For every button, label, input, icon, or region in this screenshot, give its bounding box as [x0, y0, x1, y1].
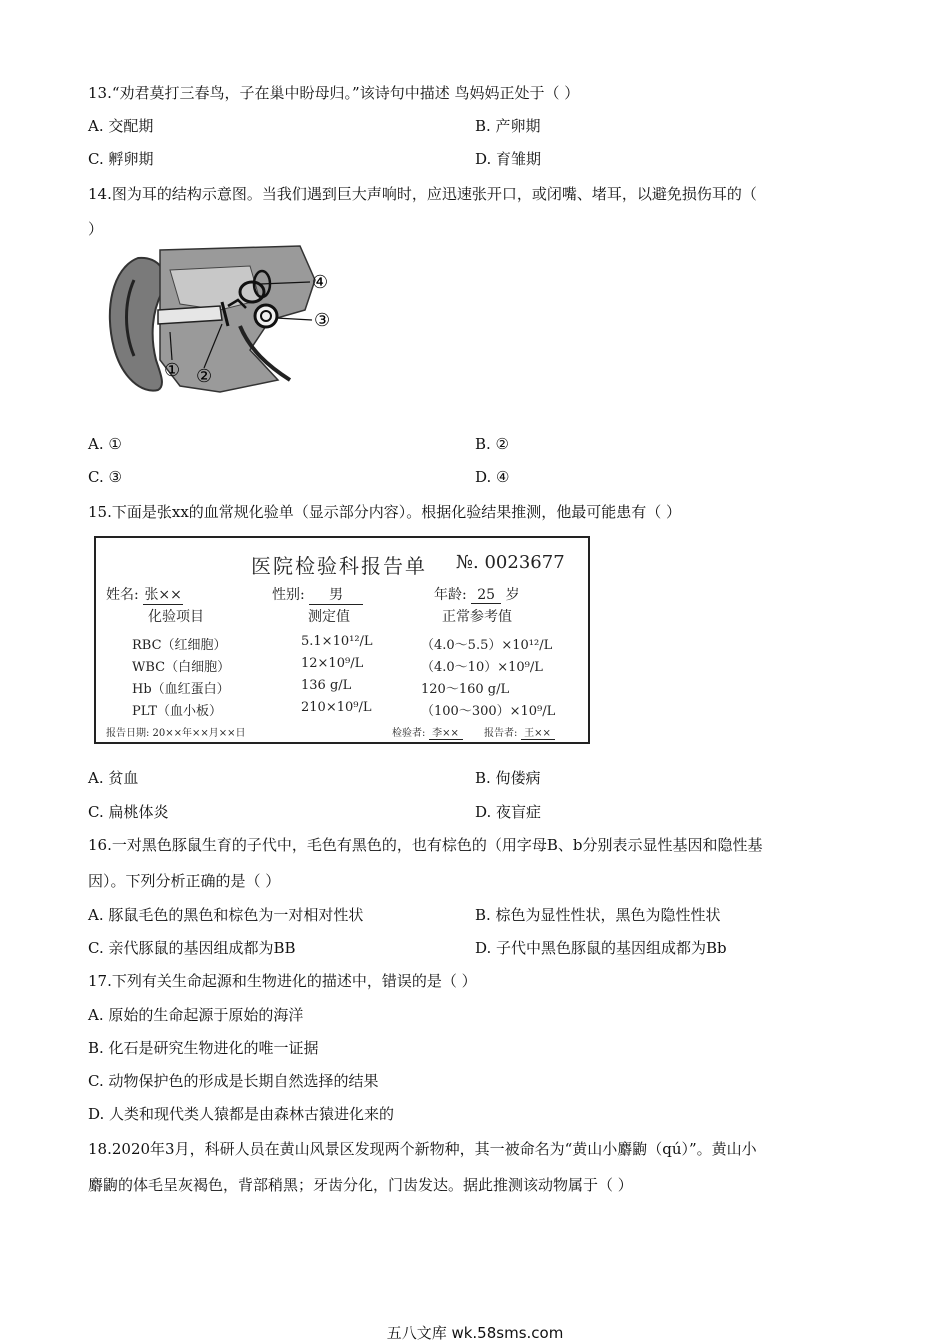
q14-option-c[interactable]: C. ③ [88, 468, 122, 486]
q17-option-b[interactable]: B. 化石是研究生物进化的唯一证据 [88, 1039, 319, 1057]
hb-reference: 120～160 g/L [421, 682, 510, 697]
age-unit: 岁 [505, 587, 520, 603]
q16-stem: 16.一对黑色豚鼠生育的子代中，毛色有黑色的，也有棕色的（用字母B、b分别表示显性基因和隐性基 [88, 836, 763, 854]
plt-item: PLT（血小板） [132, 704, 222, 719]
sex-label: 性别: [272, 587, 305, 603]
q14-option-b[interactable]: B. ② [475, 435, 510, 453]
q13-option-b[interactable]: B. 产卵期 [475, 117, 541, 135]
report-sex-field [272, 584, 363, 605]
reporter-value: 王×× [521, 724, 555, 740]
q13-option-c[interactable]: C. 孵卵期 [88, 150, 154, 168]
age-value: 25 [471, 587, 501, 604]
q16-stem-cont: 因）。下列分析正确的是（ ） [88, 872, 281, 890]
q13-option-a[interactable]: A. 交配期 [88, 117, 154, 135]
q14-option-a[interactable]: A. ① [88, 435, 122, 453]
hb-value: 136 g/L [301, 678, 352, 693]
page-footer: 五八文库 wk.58sms.com [386, 1324, 564, 1342]
name-label: 姓名: [106, 587, 139, 603]
q17-option-d[interactable]: D. 人类和现代类人猿都是由森林古猿进化来的 [88, 1105, 395, 1123]
report-age-field [434, 584, 520, 604]
q14-stem-cont: ） [88, 220, 104, 238]
plt-reference: （100～300）×10⁹/L [421, 704, 556, 719]
q15-option-c[interactable]: C. 扁桃体炎 [88, 803, 169, 821]
report-title: 医院检验科报告单 [251, 554, 427, 578]
wbc-item: WBC（白细胞） [132, 660, 231, 675]
q15-stem: 15.下面是张xx的血常规化验单（显示部分内容）。根据化验结果推测，他最可能患有（ ） [88, 503, 682, 521]
report-name-field [106, 584, 183, 605]
q16-option-d[interactable]: D. 子代中黑色豚鼠的基因组成都为Bb [475, 939, 727, 957]
ear-label-2: ② [196, 366, 213, 387]
rbc-reference: （4.0～5.5）×10¹²/L [421, 638, 553, 653]
q16-option-b[interactable]: B. 棕色为显性性状，黑色为隐性性状 [475, 906, 721, 924]
ear-structure-figure [100, 240, 345, 400]
report-reporter [484, 724, 555, 740]
report-number: №. 0023677 [456, 552, 565, 573]
q18-stem-cont: 麝鼩的体毛呈灰褐色，背部稍黑；牙齿分化，门齿发达。据此推测该动物属于（ ） [88, 1176, 633, 1194]
q15-option-d[interactable]: D. 夜盲症 [475, 803, 542, 821]
q15-option-b[interactable]: B. 佝偻病 [475, 769, 541, 787]
ear-label-4: ④ [312, 272, 329, 293]
age-label: 年龄: [434, 587, 467, 603]
q16-option-c[interactable]: C. 亲代豚鼠的基因组成都为BB [88, 939, 296, 957]
wbc-reference: （4.0～10）×10⁹/L [421, 660, 543, 675]
rbc-value: 5.1×10¹²/L [301, 634, 373, 649]
plt-value: 210×10⁹/L [301, 700, 372, 715]
checker-label: 检验者: [392, 728, 426, 739]
report-checker [392, 724, 463, 740]
q15-option-a[interactable]: A. 贫血 [88, 769, 139, 787]
q18-stem: 18.2020年3月，科研人员在黄山风景区发现两个新物种，其一被命名为“黄山小麝鼩（qú）”。黄山小 [88, 1140, 757, 1158]
ear-label-3: ③ [314, 310, 331, 331]
ear-label-1: ① [164, 360, 181, 381]
name-value: 张×× [143, 584, 183, 605]
header-item: 化验项目 [148, 609, 204, 625]
header-reference: 正常参考值 [442, 609, 512, 625]
lab-report-card [94, 536, 590, 744]
header-value: 测定值 [308, 609, 350, 625]
q13-stem: 13.“劝君莫打三春鸟，子在巢中盼母归。”该诗句中描述 鸟妈妈正处于（ ） [88, 84, 580, 102]
q14-stem: 14.图为耳的结构示意图。当我们遇到巨大声响时，应迅速张开口，或闭嘴、堵耳，以避免损伤耳的（ [88, 185, 757, 203]
reporter-label: 报告者: [484, 728, 518, 739]
q17-option-c[interactable]: C. 动物保护色的形成是长期自然选择的结果 [88, 1072, 379, 1090]
q13-option-d[interactable]: D. 育雏期 [475, 150, 542, 168]
q14-option-d[interactable]: D. ④ [475, 468, 510, 486]
report-date: 报告日期: 20××年××月××日 [106, 728, 246, 739]
q16-option-a[interactable]: A. 豚鼠毛色的黑色和棕色为一对相对性状 [88, 906, 364, 924]
hb-item: Hb（血红蛋白） [132, 682, 230, 697]
checker-value: 李×× [429, 724, 463, 740]
wbc-value: 12×10⁹/L [301, 656, 364, 671]
q17-stem: 17.下列有关生命起源和生物进化的描述中，错误的是（ ） [88, 972, 477, 990]
q17-option-a[interactable]: A. 原始的生命起源于原始的海洋 [88, 1006, 304, 1024]
sex-value: 男 [309, 584, 363, 605]
rbc-item: RBC（红细胞） [132, 638, 227, 653]
